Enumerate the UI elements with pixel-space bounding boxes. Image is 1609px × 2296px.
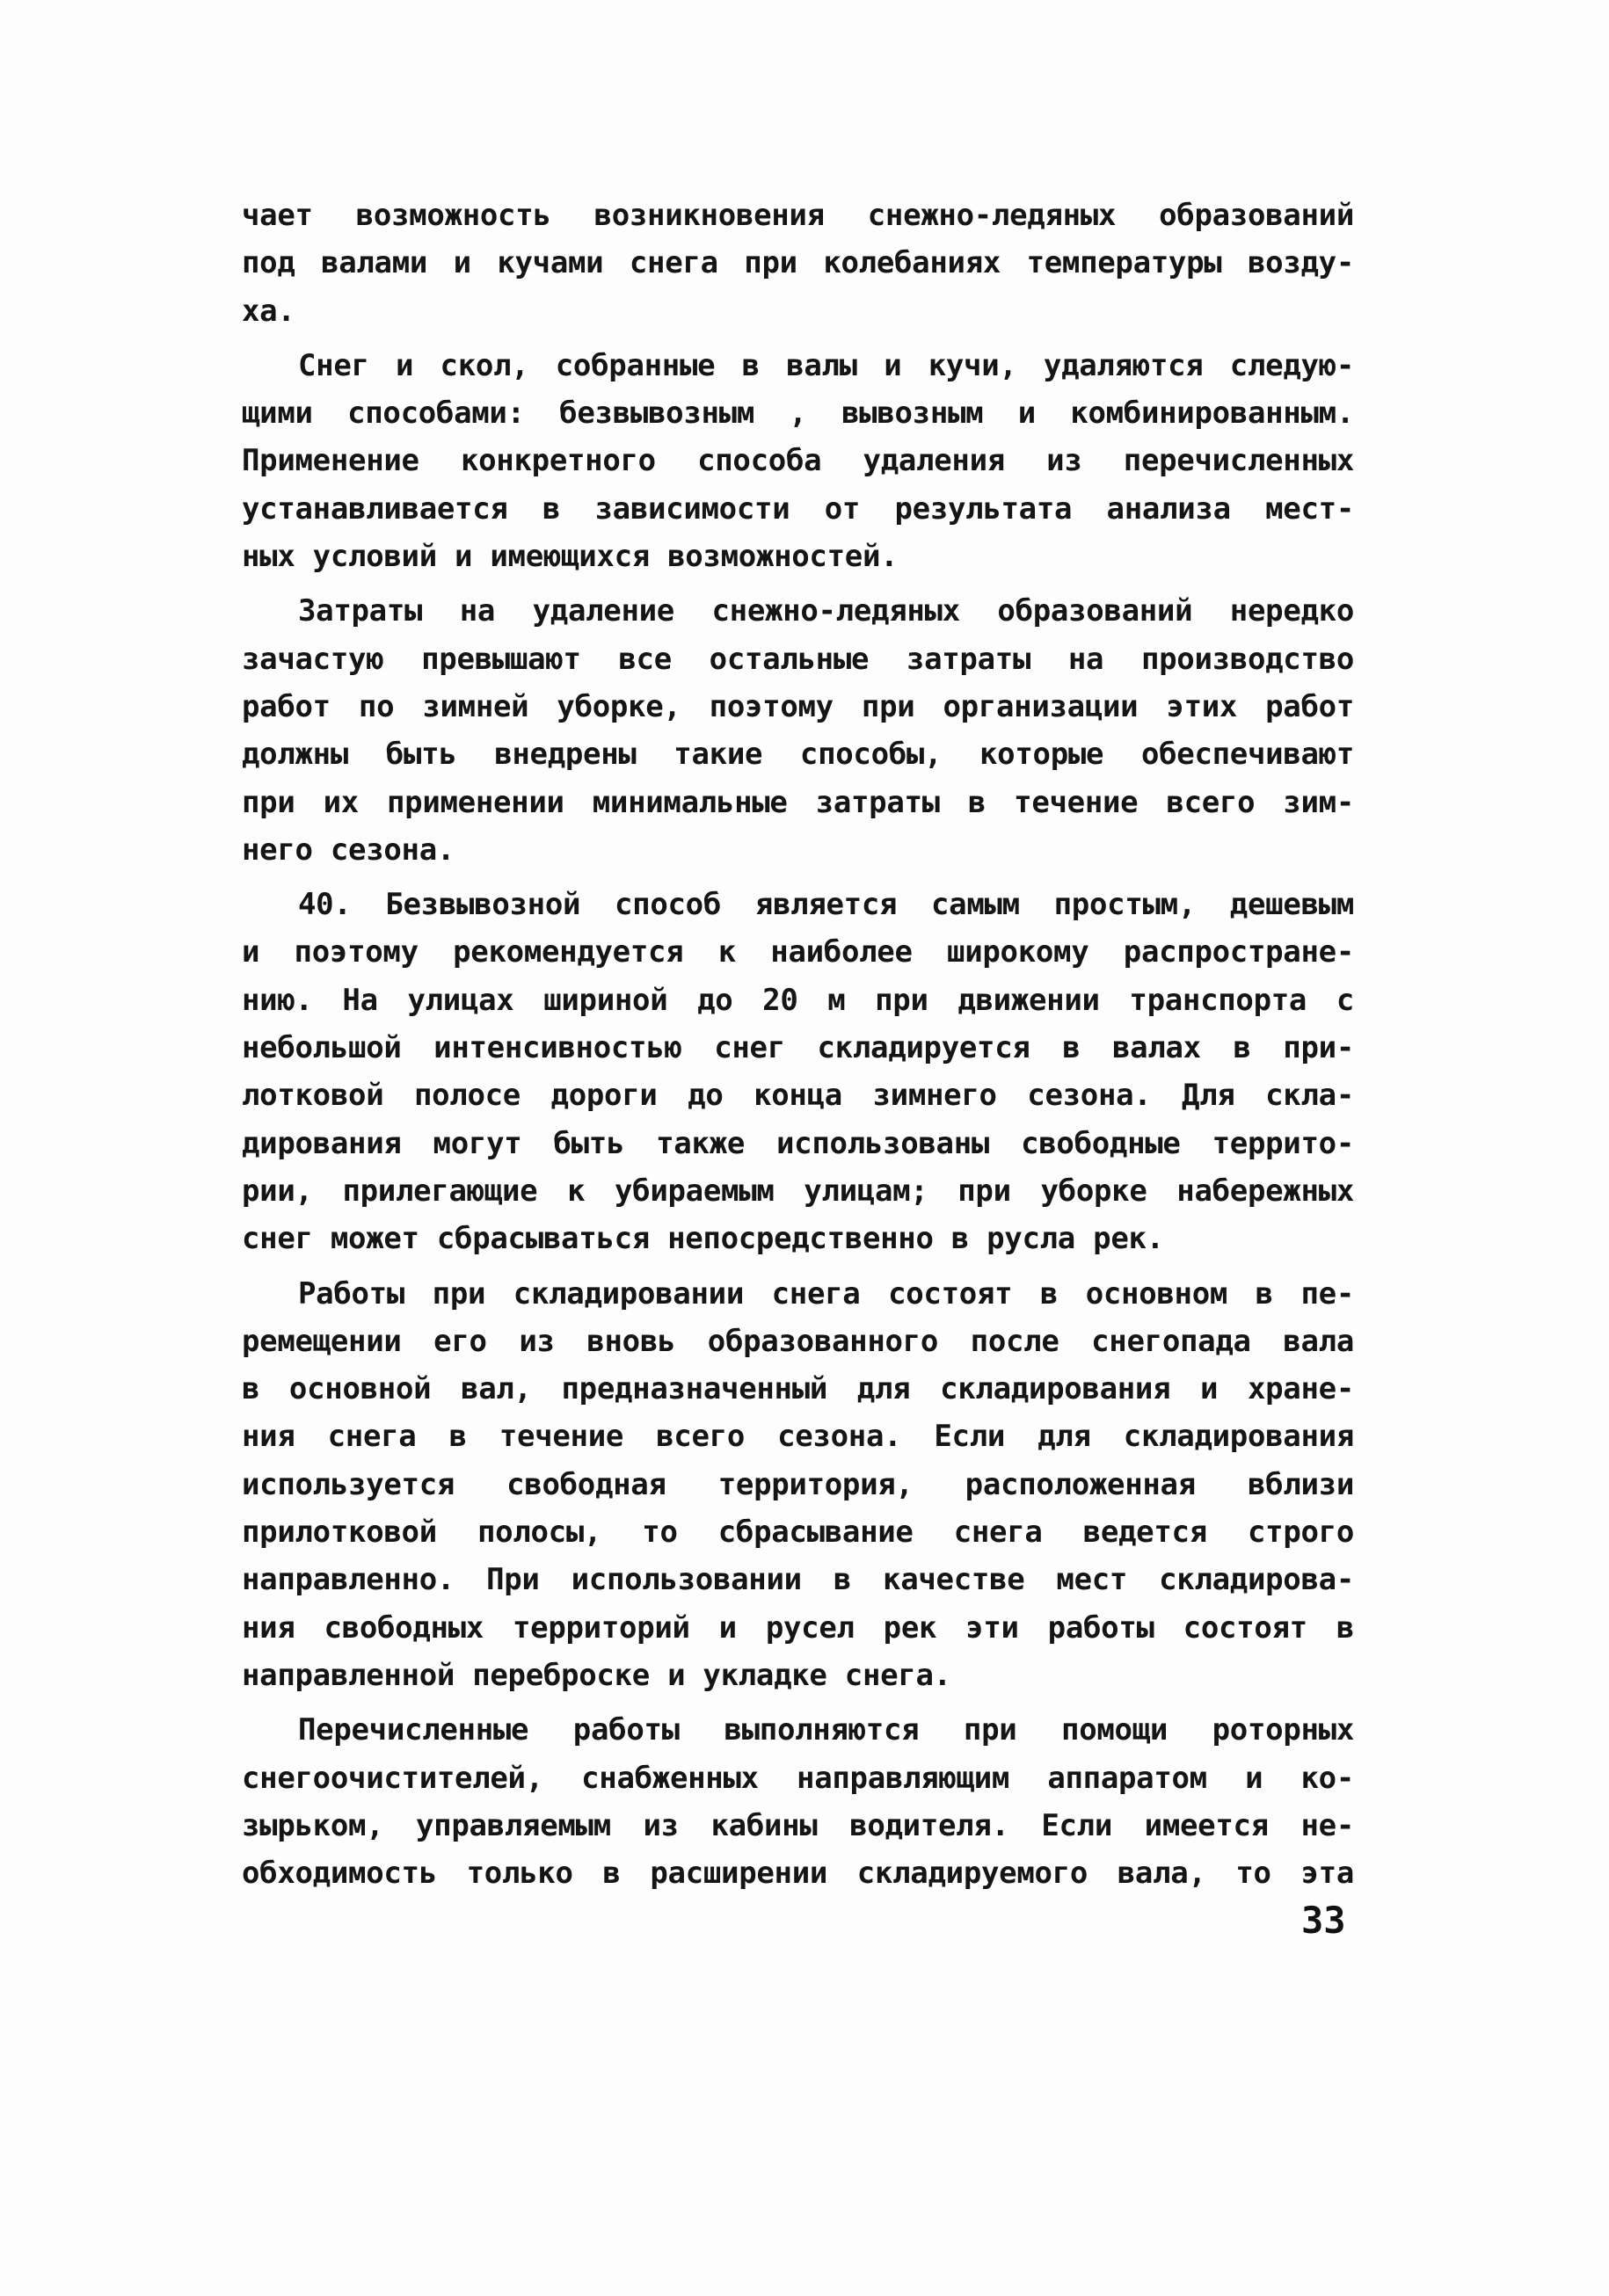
paragraph-gap — [242, 580, 1354, 587]
text-line: рии, прилегающие к убираемым улицам; при уборке набережных — [242, 1173, 1354, 1209]
text-line: зачастую превышают все остальные затраты на производство — [242, 641, 1354, 677]
paragraph-gap — [242, 874, 1354, 881]
paragraph-5 — [242, 1270, 1354, 1700]
text-line: работ по зимней уборке, поэтому при организации этих работ — [242, 688, 1354, 724]
paragraph-4 — [242, 881, 1354, 1262]
text-line: ремещении его из вновь образованного после снегопада вала — [242, 1323, 1354, 1359]
paragraph-gap — [242, 335, 1354, 342]
text-line: ния снега в течение всего сезона. Если для складирования — [242, 1419, 1354, 1455]
text-line: обходимость только в расширении складируемого вала, то эта — [242, 1856, 1354, 1892]
text-line: при их применении минимальные затраты в течение всего зим- — [242, 784, 1354, 820]
paragraph-gap — [242, 1263, 1354, 1270]
text-line: Применение конкретного способа удаления из перечисленных — [242, 443, 1354, 479]
text-line: Работы при складировании снега состоят в основном в пе- — [298, 1275, 1354, 1311]
text-line: снегоочистителей, снабженных направляющим аппаратом и ко- — [242, 1760, 1354, 1796]
paragraph-3 — [242, 587, 1354, 874]
page-number: 33 — [1301, 1899, 1346, 1942]
text-line: Затраты на удаление снежно-ледяных образований нередко — [298, 593, 1354, 629]
text-line: снег может сбрасываться непосредственно в русла рек. — [242, 1221, 1164, 1257]
text-line: направленно. При использовании в качестве мест складирова- — [242, 1562, 1354, 1598]
text-line: используется свободная территория, расположенная вблизи — [242, 1466, 1354, 1502]
text-line: Перечисленные работы выполняются при помощи роторных — [298, 1712, 1354, 1748]
text-line: прилотковой полосы, то сбрасывание снега ведется строго — [242, 1515, 1354, 1551]
paragraph-6 — [242, 1706, 1354, 1897]
text-line: в основной вал, предназначенный для складирования и хране- — [242, 1371, 1354, 1407]
text-line: ных условий и имеющихся возможностей. — [242, 539, 899, 575]
text-line: него сезона. — [242, 832, 455, 868]
text-line: и поэтому рекомендуется к наиболее широкому распростране- — [242, 934, 1354, 970]
text-line: ния свободных территорий и русел рек эти работы состоят в — [242, 1609, 1354, 1646]
text-line: нию. На улицах шириной до 20 м при движении транспорта с — [242, 982, 1354, 1018]
text-line: направленной переброске и укладке снега. — [242, 1657, 951, 1693]
paragraph-2 — [242, 342, 1354, 580]
paragraph-1 — [242, 192, 1354, 335]
text-line: дирования могут быть также использованы свободные террито- — [242, 1125, 1354, 1161]
text-line: зырьком, управляемым из кабины водителя. Если имеется не- — [242, 1807, 1354, 1843]
text-line: Снег и скол, собранные в валы и кучи, удаляются следую- — [298, 347, 1354, 383]
text-line: чает возможность возникновения снежно-ледяных образований — [242, 198, 1354, 233]
text-line: небольшой интенсивностью снег складируется в валах в при- — [242, 1030, 1354, 1066]
text-line: устанавливается в зависимости от результата анализа мест- — [242, 490, 1354, 527]
text-line: ха. — [242, 293, 295, 329]
text-line: щими способами: безвывозным , вывозным и комбинированным. — [242, 396, 1354, 432]
text-line: под валами и кучами снега при колебаниях температуры возду- — [242, 245, 1354, 281]
paragraph-gap — [242, 1699, 1354, 1706]
text-line: лотковой полосе дороги до конца зимнего сезона. Для скла- — [242, 1078, 1354, 1114]
body-text — [242, 192, 1354, 1897]
text-line: должны быть внедрены такие способы, которые обеспечивают — [242, 737, 1354, 773]
text-line: 40. Безвывозной способ является самым простым, дешевым — [298, 887, 1354, 923]
